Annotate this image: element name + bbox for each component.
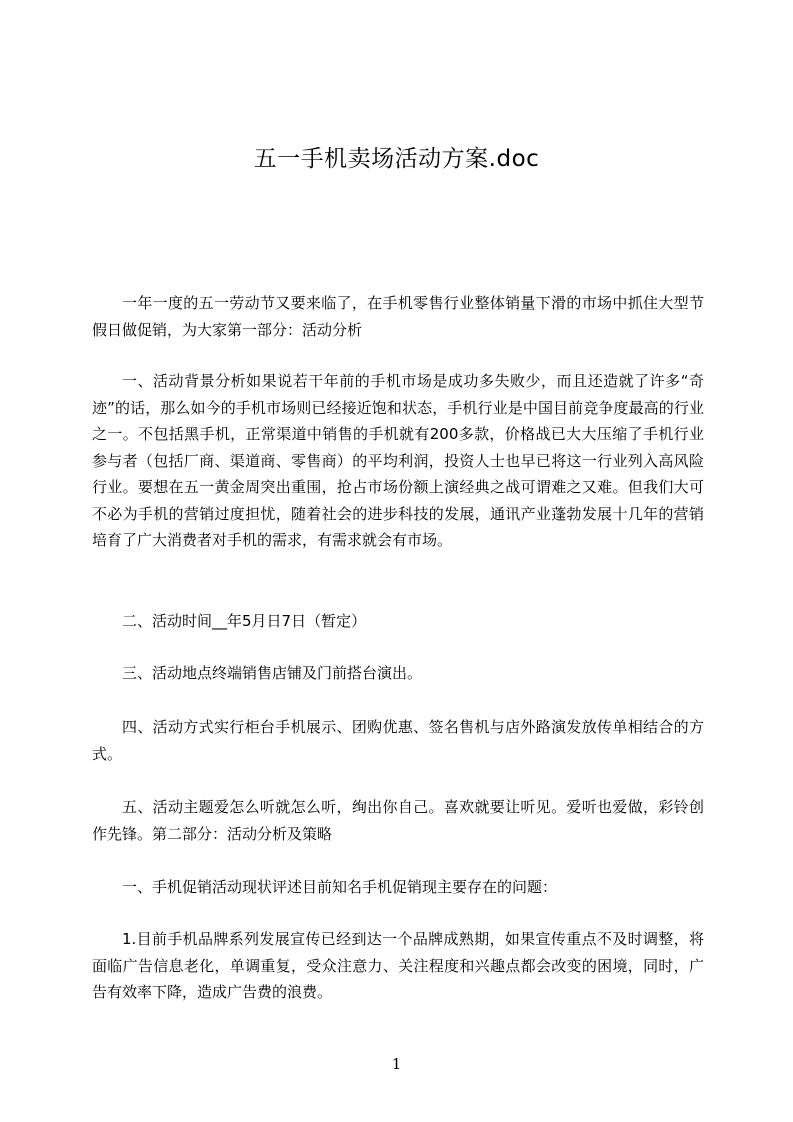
paragraph-background-analysis: 一、活动背景分析如果说若干年前的手机市场是成功多失败少，而且还造就了许多“奇迹”的话，那么如今的手机市场则已经接近饱和状态，手机行业是中国目前竞争度最高的行业之一。不包括黑手机，正常渠道中销售的手机就有200多款，价格战已大大压缩了手机行业参与者（包括厂商、渠道商、零售商）的平均利润，投资人士也早已将这一行业列入高风险行业。要想在五一黄金周突出重围，抢占市场份额上演经典之战可谓难之又难。但我们大可不必为手机的营销过度担忧，随着社会的进步科技的发展，通讯产业蓬勃发展十几年的营销培育了广大消费者对手机的需求，有需求就会有市场。 xyxy=(92,372,704,549)
paragraph-problem-1: 1.目前手机品牌系列发展宣传已经到达一个品牌成熟期，如果宣传重点不及时调整，将面临广告信息老化，单调重复，受众注意力、关注程度和兴趣点都会改变的困境，同时，广告有效率下降，造成广告费的浪费。 xyxy=(92,930,704,1001)
paragraph-activity-theme: 五、活动主题爱怎么听就怎么听，绚出你自己。喜欢就要让听见。爱听也爱做，彩铃创作先锋。第二部分：活动分析及策略 xyxy=(92,798,704,843)
paragraph-activity-method: 四、活动方式实行柜台手机展示、团购优惠、签名售机与店外路演发放传单相结合的方式。 xyxy=(92,718,704,763)
paragraph-promotion-status: 一、手机促销活动现状评述目前知名手机促销现主要存在的问题： xyxy=(122,878,558,896)
paragraph-intro: 一年一度的五一劳动节又要来临了，在手机零售行业整体销量下滑的市场中抓住大型节假日做促销，为大家第一部分：活动分析 xyxy=(92,294,704,339)
page-number: 1 xyxy=(391,1055,402,1073)
document-title: 五一手机卖场活动方案.doc xyxy=(253,146,540,172)
paragraph-activity-time: 二、活动时间__年5月日7日（暂定） xyxy=(122,612,367,630)
paragraph-activity-location: 三、活动地点终端销售店铺及门前搭台演出。 xyxy=(122,664,423,682)
